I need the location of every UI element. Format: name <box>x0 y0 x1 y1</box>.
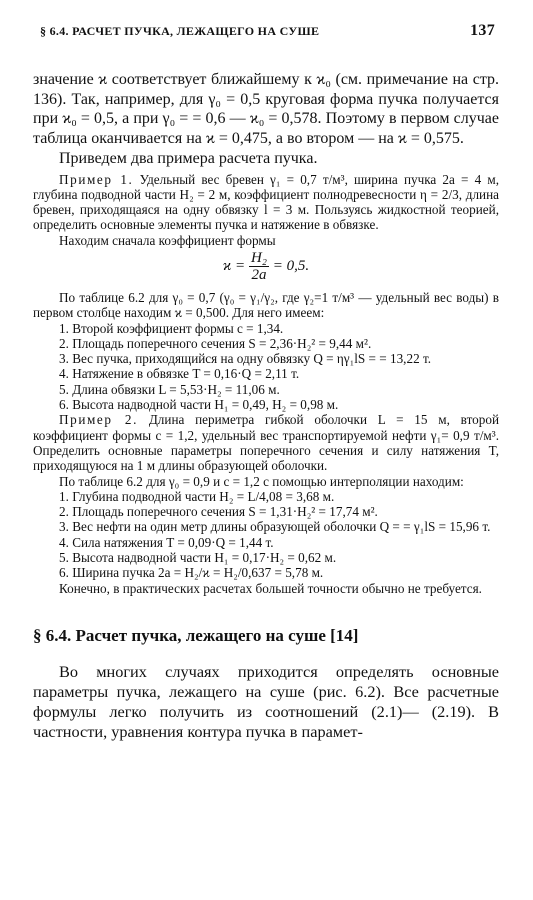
formula-fraction <box>249 250 269 283</box>
list-item: 1. Второй коэффициент формы c = 1,34. <box>59 320 284 336</box>
formula-rhs: = 0,5. <box>272 257 310 274</box>
list-item: 6. Ширина пучка 2a = H₂/ϰ = H₂/0,637 = 5,78 м. <box>59 565 324 581</box>
section-paragraph: Во многих случаях приходится определять основные параметры пучка, лежащего на суше (рис. 6.2). Все расчетные формулы легко получить из соотношений (2.1)— (2.19). В частности, уравнения контура пучка в парамет- <box>33 661 499 741</box>
formula-denominator: 2a <box>251 267 267 283</box>
closing-remark: Конечно, в практических расчетах большей точности обычно не требуется. <box>59 580 482 596</box>
page-body <box>33 70 499 742</box>
formula-shape-coefficient <box>33 250 499 284</box>
page-number: 137 <box>470 22 495 39</box>
example-1-label: Пример 1. <box>59 171 134 187</box>
list-item: 1. Глубина подводной части H₂ = L/4,08 = 3,68 м. <box>59 488 335 504</box>
paragraph-continuation: значение ϰ соответствует ближайшему к ϰ₀ (см. примечание на стр. 136). Так, например, для γ₀ = 0,5 круговая форма пучка получается при ϰ₀ = 0,5, а при γ₀ = = 0,6 — ϰ₀ = 0,578. Поэтому в первом случае таблица оканчивается на ϰ = 0,475, а во втором — на ϰ = 0,575. <box>33 71 499 148</box>
page-header <box>40 22 495 40</box>
example-2-table: По таблице 6.2 для γ₀ = 0,9 и c = 1,2 с помощью интерполяции находим: <box>59 473 464 489</box>
example-1-find: Находим сначала коэффициент формы <box>59 232 276 248</box>
example-2-results <box>59 489 499 581</box>
formula-numerator: H₂ <box>250 250 267 266</box>
example-2-text: Длина периметра гибкой оболочки L = 15 м, второй коэффициент формы c = 1,2, удельный вес транспортируемой нефти γ₁= 0,9 т/м³. Определить основные параметры поперечного сечения и силу натяжения T, приходящуюся на 1 м длины образующей оболочки. <box>33 412 500 474</box>
example-2-label: Пример 2. <box>59 412 139 428</box>
list-item: 3. Вес нефти на один метр длины образующей оболочки Q = = γ₁lS = 15,96 т. <box>59 519 491 535</box>
list-item: 6. Высота надводной части H₁ = 0,49, H₂ = 0,98 м. <box>59 397 339 413</box>
list-item: 5. Высота надводной части H₁ = 0,17·H₂ = 0,62 м. <box>59 550 337 566</box>
list-item: 5. Длина обвязки L = 5,53·H₂ = 11,06 м. <box>59 381 280 397</box>
section-heading: § 6.4. Расчет пучка, лежащего на суше [14] <box>33 625 359 645</box>
example-1-table: По таблице 6.2 для γ₀ = 0,7 (γ₀ = γ₁/γ₂, где γ₂=1 т/м³ — удельный вес воды) в первом столбце находим ϰ = 0,500. Для него имеем: <box>33 290 499 321</box>
paragraph-intro-examples: Приведем два примера расчета пучка. <box>59 149 318 167</box>
running-title: § 6.4. РАСЧЕТ ПУЧКА, ЛЕЖАЩЕГО НА СУШЕ <box>40 24 320 38</box>
list-item: 2. Площадь поперечного сечения S = 2,36·H₂² = 9,44 м². <box>59 335 372 351</box>
example-1-results <box>59 321 499 413</box>
list-item: 4. Сила натяжения T = 0,09·Q = 1,44 т. <box>59 534 274 550</box>
formula-lhs: ϰ = <box>222 257 249 274</box>
example-2 <box>33 412 499 473</box>
example-1 <box>33 172 499 233</box>
list-item: 2. Площадь поперечного сечения S = 1,31·H₂² = 17,74 м². <box>59 504 378 520</box>
example-1-text: Удельный вес бревен γ₁ = 0,7 т/м³, ширина пучка 2a = 4 м, глубина подводной части H₂ = 2 м, коэффициент полнодревесности η = 2/3, длина бревен, приходящаяся на одну обвязку l = 3 м. Пользуясь жидкостной теорией, определить основные элементы пучка и натяжение в обвязке. <box>33 171 500 233</box>
list-item: 3. Вес пучка, приходящийся на одну обвязку Q = ηγ₁lS = = 13,22 т. <box>59 351 432 367</box>
list-item: 4. Натяжение в обвязке T = 0,16·Q = 2,11 т. <box>59 366 300 382</box>
